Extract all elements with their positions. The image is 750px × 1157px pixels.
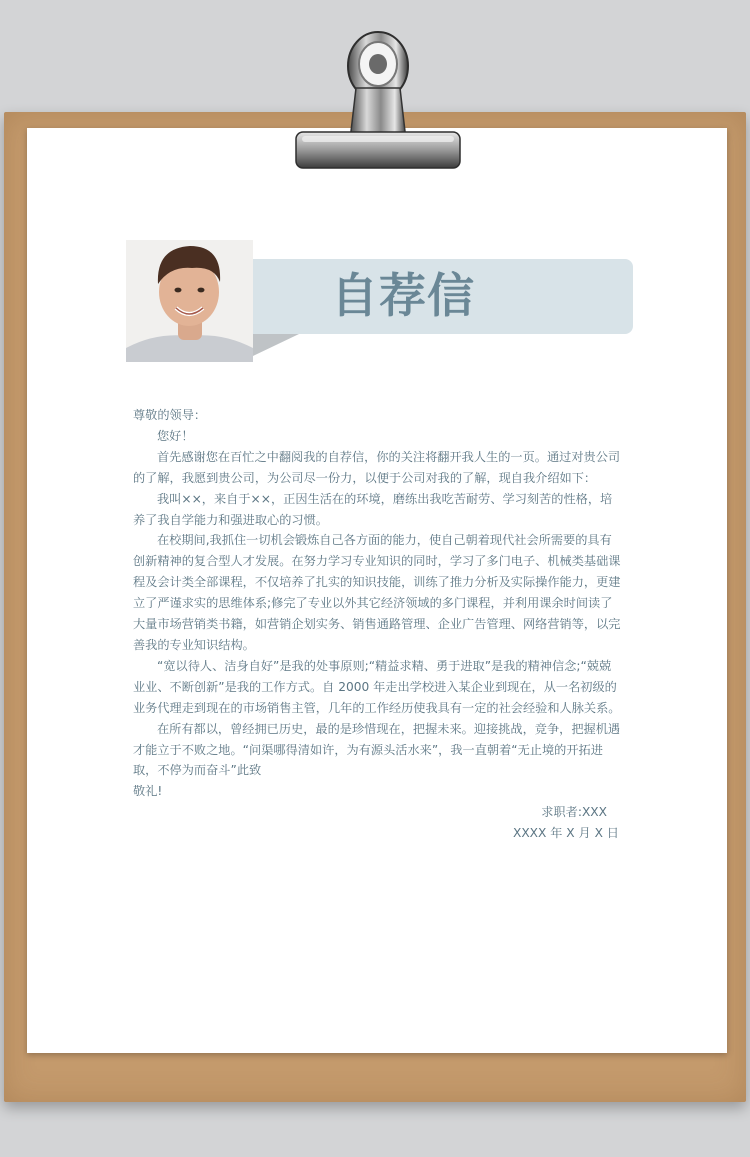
paragraph: 首先感谢您在百忙之中翻阅我的自荐信，你的关注将翻开我人生的一页。通过对贵公司的了解，我愿到贵公司，为公司尽一份力，以便于公司对我的了解，现自我介绍如下： xyxy=(133,449,621,485)
signature: 求职者:XXX xyxy=(541,805,607,820)
paragraph: 在校期间,我抓住一切机会锻炼自己各方面的能力，使自己朝着现代社会所需要的具有创新精神的复合型人才发展。在努力学习专业知识的同时，学习了多门电子、机械类基础课程及会计类全部课程，不仅培养了扎实的知识技能，训练了推力分析及实际操作能力，更建立了严谨求实的思维体系;修完了专业以外其它经济领域的多门课程，并利用课余时间读了大量市场营销类书籍，如营销企划实务、销售通路管理、企业广告管理、网络营销等，以完善我的专业知识结构。 xyxy=(133,533,621,652)
banner-fold-shadow xyxy=(253,334,299,356)
salutation: 尊敬的领导： xyxy=(133,408,207,422)
greeting: 您好！ xyxy=(157,428,194,443)
date: XXXX 年 X 月 X 日 xyxy=(512,826,619,841)
closing: 敬礼! xyxy=(133,784,163,799)
paragraph: 我叫××，来自于××，正因生活在的环境，磨练出我吃苦耐劳、学习刻苦的性格，培养了我自学能力和强进取心的习惯。 xyxy=(133,491,613,527)
letter-body xyxy=(133,405,623,844)
binder-clip-icon xyxy=(282,22,464,172)
paragraph: “宽以待人、洁身自好”是我的处事原则;“精益求精、勇于进取”是我的精神信念;“兢兢业业、不断创新”是我的工作方式。自 2000 年走出学校进入某企业到现在，从一名初级的业务代理走到现在的市场销售主管，几年的工作经历使我具有一定的社会经验和人脉关系。 xyxy=(133,658,621,715)
profile-photo xyxy=(126,240,253,362)
page-title: 自荐信 xyxy=(331,269,475,324)
paragraph: 在所有都以，曾经拥已历史，最的是珍惜现在，把握未来。迎接挑战，竞争，把握机遇才能立于不败之地。“问渠哪得清如许，为有源头活水来”，我一直朝着“无止境的开拓进取，不停为而奋斗”此致 xyxy=(133,721,621,778)
